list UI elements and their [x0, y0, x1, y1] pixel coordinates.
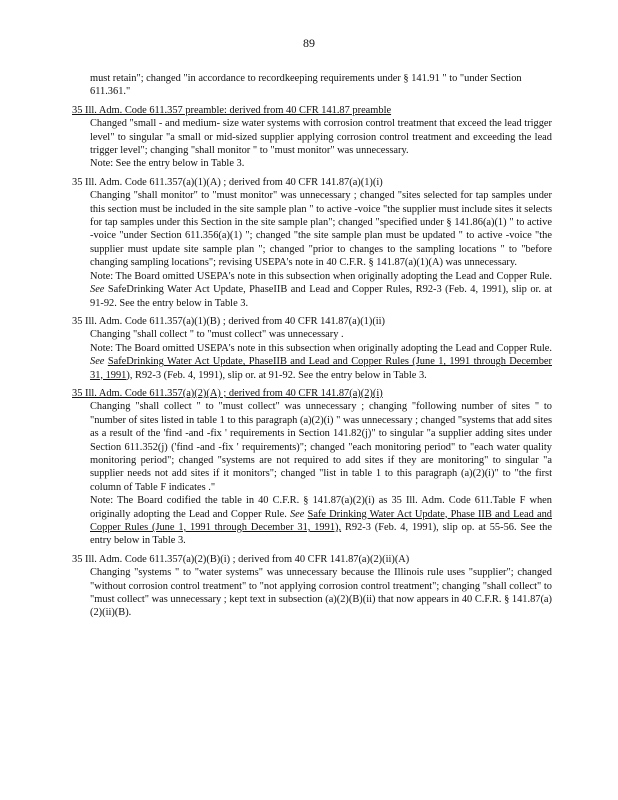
entry-paragraph: Changing "shall collect " to "must collect" was unnecessary ; changing "following number of sites " to "number of sites listed in table 1 to this paragraph (a)(2)(i) " was unnecessary ; changed "systems that add sites as a result of the 'find -and -fix ' requirements in Section 141.82(j)" to singular "a supplier adding sites under Section 611.352(j) ('find -and -fix ' requirements)"; changed "each monitoring period" to "each water quality monitoring period"; changed "systems are not required to add sites if they are monitoring" to singular "a supplier needs not add sites if it monitors"; changed "list in table 1 to this paragraph (a)(2)(i)" to "the first column of Table F indicates ."	[90, 401, 552, 493]
entry-paragraph: Changed "small - and medium- size water systems with corrosion control treatment that exceed the lead trigger level" to singular "a small or mid-sized supplier applying corrosion control treatment and exceeding the lead trigger level"; changing "shall monitor " to "must monitor" was unnecessary.	[90, 118, 552, 157]
note-text: R92-3 (Feb. 4, 1991), slip op. at 55-56. See the entry below in Table 3.	[90, 522, 552, 547]
case-citation: Safe Drinking Water Act Update, Phase IIB and Lead and Copper Rules (June 1, 1991 through December 31, 1991),	[90, 508, 552, 533]
entry	[72, 553, 552, 620]
entry-heading: 35 Ill. Adm. Code 611.357(a)(1)(B) ; derived from 40 CFR 141.87(a)(1)(ii)	[72, 315, 386, 327]
citation-signal: See	[90, 284, 105, 296]
note-text: SafeDrinking Water Act Update, PhaseIIB and Lead and Copper Rules, R92-3 (Feb. 4, 1991), slip or. at 91-92. See the entry below in Table 3.	[90, 284, 552, 309]
document-body	[72, 72, 552, 625]
entry-body	[72, 400, 552, 547]
page-number: 89	[303, 36, 315, 50]
entry-heading: 35 Ill. Adm. Code 611.357(a)(2)(A) ; derived from 40 CFR 141.87(a)(2)(i)	[72, 387, 383, 399]
note-text: Note: The Board omitted USEPA's note in this subsection when originally adopting the Lead and Copper Rule.	[90, 270, 552, 282]
entry-paragraph: Changing "shall monitor" to "must monitor" was unnecessary ; changed "sites selected for tap samples under this section must be included in the site sample plan " to active -voice "the supplier must include sites it selects for tap samples under this Section in the site sample plan"; changed "specified under § 141.86(a)(1) " to active -voice "under Section 611.356(a)(1) "; changed "the site sample plan must be updated " to active -voice "the supplier must update site sample plan "; changed "prior to changes to the sampling locations " to "before changing sampling locations"; revising USEPA's note in 40 C.F.R. § 141.87(a)(1)(A) was unnecessary.	[90, 190, 552, 269]
entry	[72, 315, 552, 382]
entry-body	[72, 328, 552, 382]
note-text: R92-3 (Feb. 4, 1991), slip or. at 91-92. See the entry below in Table 3.	[132, 369, 427, 381]
entry-body	[72, 566, 552, 620]
entry	[72, 104, 552, 171]
case-citation: SafeDrinking Water Act Update, PhaseIIB and Lead and Copper Rules (June 1, 1991 through December 31, 1991),	[90, 356, 552, 381]
intro-paragraph: must retain"; changed "in accordance to recordkeeping requirements under § 141.91 " to "under Section 611.361."	[90, 73, 522, 98]
entry-heading: 35 Ill. Adm. Code 611.357 preamble: derived from 40 CFR 141.87 preamble	[72, 104, 392, 116]
entry-body	[72, 117, 552, 171]
entries-list	[72, 104, 552, 620]
note-text: Note: The Board omitted USEPA's note in this subsection when originally adopting the Lead and Copper Rule.	[90, 342, 552, 354]
entry-paragraph: Changing "systems " to "water systems" was unnecessary because the Illinois rule uses "supplier"; changed "without corrosion control treatment" to "not applying corrosion control treatment"; changing "shall collect" to "must collect" was unnecessary ; kept text in subsection (a)(2)(B)(ii) that now appears in 40 C.F.R. § 141.87(a)(2)(ii)(B).	[90, 567, 552, 619]
citation-signal: See	[289, 508, 305, 520]
entry	[72, 176, 552, 310]
entry-body	[72, 189, 552, 310]
entry-heading: 35 Ill. Adm. Code 611.357(a)(1)(A) ; derived from 40 CFR 141.87(a)(1)(i)	[72, 176, 383, 188]
note-text: Note: The Board codified the table in 40 C.F.R. § 141.87(a)(2)(i) as 35 Ill. Adm. Code 611.Table F when originally adopting the Lead and Copper Rule.	[90, 495, 552, 520]
entry-heading: 35 Ill. Adm. Code 611.357(a)(2)(B)(i) ; derived from 40 CFR 141.87(a)(2)(ii)(A)	[72, 553, 410, 565]
entry-paragraph: Changing "shall collect " to "must collect" was unnecessary .	[90, 329, 344, 341]
entry-paragraph	[90, 494, 552, 548]
entry-paragraph	[90, 270, 552, 310]
entry	[72, 387, 552, 548]
entry-paragraph: Note: See the entry below in Table 3.	[90, 158, 245, 170]
citation-signal: See	[90, 356, 105, 368]
entry-paragraph	[90, 342, 552, 382]
